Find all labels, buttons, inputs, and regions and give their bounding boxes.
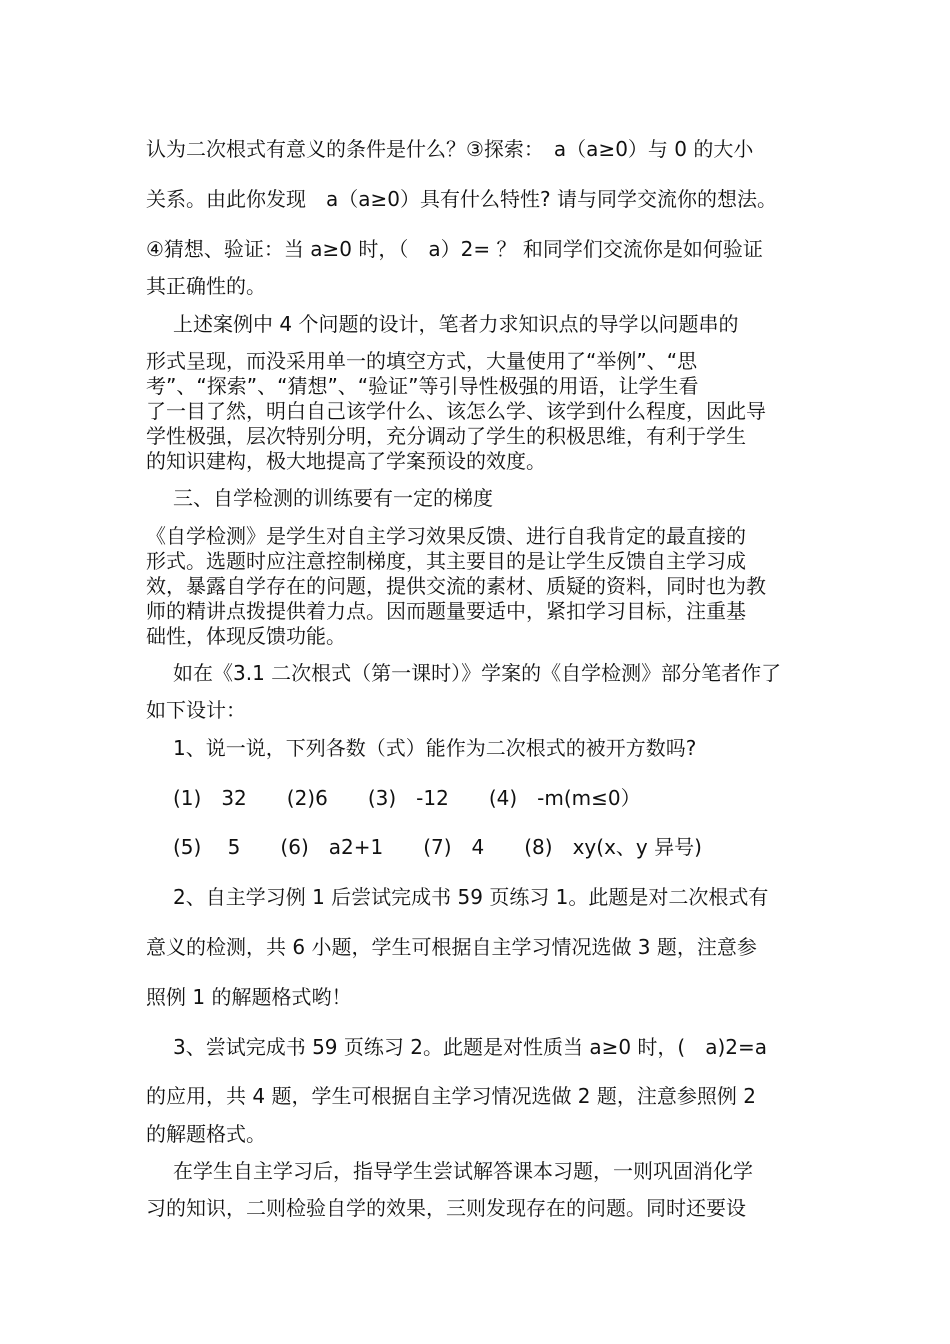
- text-line-18: 如下设计：: [146, 698, 246, 722]
- question-1-items-b: (5) 5 (6) a2+1 (7) 4 (8) xy(x、y 异号): [173, 835, 702, 859]
- text-line-7: 考”、“探索”、“猜想”、“验证”等引导性极强的用语，让学生看: [146, 374, 699, 398]
- text-line-23: 意义的检测，共 6 小题，学生可根据自主学习情况选做 3 题，注意参: [146, 935, 757, 959]
- question-3: 3、尝试完成书 59 页练习 2。此题是对性质当 a≥0 时，( a)2=a: [173, 1035, 768, 1059]
- text-line-12: 《自学检测》是学生对自主学习效果反馈、进行自我肯定的最直接的: [146, 524, 746, 548]
- question-1: 1、说一说，下列各数（式）能作为二次根式的被开方数吗?: [173, 736, 697, 760]
- text-line-1: 认为二次根式有意义的条件是什么？③探索： a（a≥0）与 0 的大小: [146, 137, 754, 161]
- paragraph-line-3: 在学生自主学习后，指导学生尝试解答课本习题，一则巩固消化学: [173, 1159, 753, 1183]
- text-line-27: 的解题格式。: [146, 1122, 266, 1146]
- section-heading: 三、自学检测的训练要有一定的梯度: [173, 486, 493, 510]
- text-line-29: 习的知识，二则检验自学的效果，三则发现存在的问题。同时还要设: [146, 1196, 746, 1220]
- text-line-14: 效，暴露自学存在的问题，提供交流的素材、质疑的资料，同时也为教: [146, 574, 766, 598]
- paragraph-line-2: 如在《3.1 二次根式（第一课时）》学案的《自学检测》部分笔者作了: [173, 661, 782, 685]
- question-2: 2、自主学习例 1 后尝试完成书 59 页练习 1。此题是对二次根式有: [173, 885, 769, 909]
- paragraph-line-1: 上述案例中 4 个问题的设计，笔者力求知识点的导学以问题串的: [173, 312, 739, 336]
- text-line-26: 的应用，共 4 题，学生可根据自主学习情况选做 2 题，注意参照例 2: [146, 1084, 756, 1108]
- text-line-10: 的知识建构，极大地提高了学案预设的效度。: [146, 449, 546, 473]
- text-line-9: 学性极强，层次特别分明，充分调动了学生的积极思维，有利于学生: [146, 424, 746, 448]
- text-line-2: 关系。由此你发现 a（a≥0）具有什么特性? 请与同学交流你的想法。: [146, 187, 777, 211]
- text-line-3: ④猜想、验证：当 a≥0 时，（ a）2= ？ 和同学们交流你是如何验证: [146, 237, 763, 261]
- text-line-6: 形式呈现，而没采用单一的填空方式，大量使用了“举例”、“思: [146, 349, 698, 373]
- text-line-24: 照例 1 的解题格式哟！: [146, 985, 352, 1009]
- text-line-13: 形式。选题时应注意控制梯度，其主要目的是让学生反馈自主学习成: [146, 549, 746, 573]
- text-line-4: 其正确性的。: [146, 274, 266, 298]
- text-line-16: 础性，体现反馈功能。: [146, 624, 346, 648]
- question-1-items-a: (1) 32 (2)6 (3) -12 (4) -m(m≤0）: [173, 786, 641, 810]
- text-line-15: 师的精讲点拨提供着力点。因而题量要适中，紧扣学习目标，注重基: [146, 599, 746, 623]
- text-line-8: 了一目了然，明白自己该学什么、该怎么学、该学到什么程度，因此导: [146, 399, 766, 423]
